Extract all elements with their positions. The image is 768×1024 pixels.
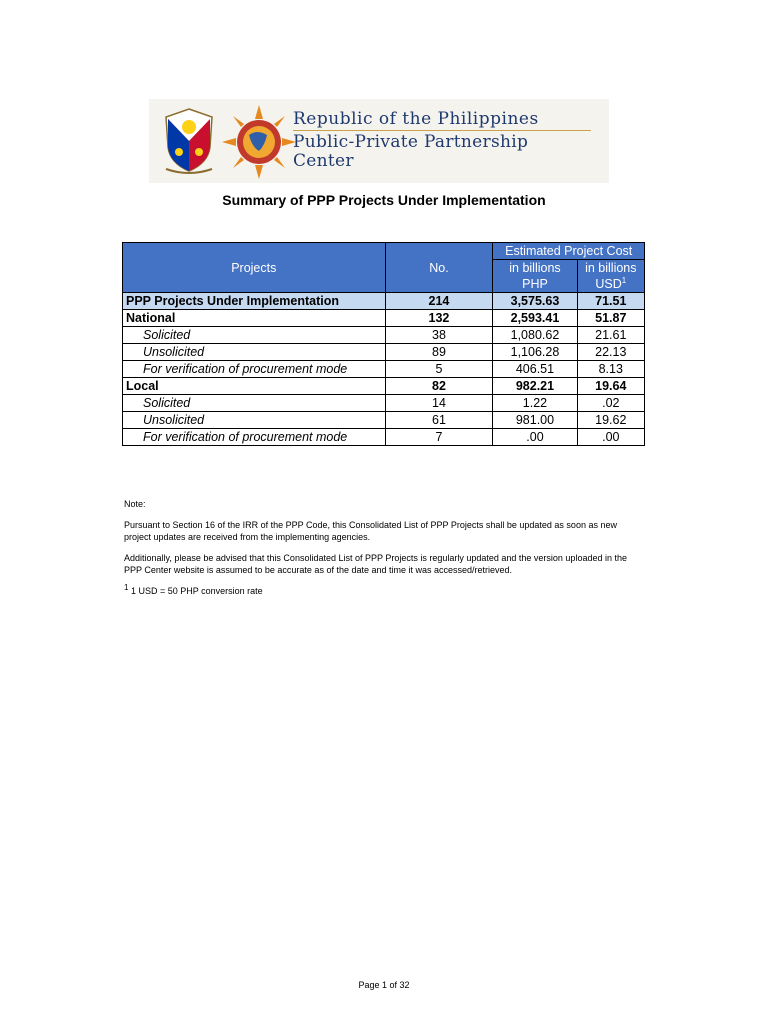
header-no: No. [385, 243, 493, 293]
row-php: 1,106.28 [493, 344, 577, 361]
philippine-seal-icon [162, 107, 216, 175]
total-no: 214 [385, 293, 493, 310]
row-no: 5 [385, 361, 493, 378]
row-label: Unsolicited [123, 412, 386, 429]
notes-paragraph-1: Pursuant to Section 16 of the IRR of the PPP Code, this Consolidated List of PPP Projects shall be updated as soon as new project updates are received from the implementing agencies. [124, 520, 617, 542]
page-number: Page 1 of 32 [358, 980, 410, 990]
table-row [123, 327, 645, 344]
org-name-line1: Republic of the Philippines [293, 109, 539, 129]
row-label: For verification of procurement mode [123, 429, 386, 446]
national-php: 2,593.41 [493, 310, 577, 327]
row-no: 14 [385, 395, 493, 412]
footnote [124, 585, 644, 597]
local-no: 82 [385, 378, 493, 395]
header-usd-label: in billions USD [585, 261, 637, 291]
table-row-local [123, 378, 645, 395]
row-usd: 8.13 [577, 361, 644, 378]
row-no: 7 [385, 429, 493, 446]
row-php: 1,080.62 [493, 327, 577, 344]
header-usd [577, 260, 644, 293]
row-no: 89 [385, 344, 493, 361]
row-label: Solicited [123, 327, 386, 344]
header-projects: Projects [123, 243, 386, 293]
row-no: 61 [385, 412, 493, 429]
table-row [123, 395, 645, 412]
header-estimated-cost: Estimated Project Cost [493, 243, 645, 260]
local-php: 982.21 [493, 378, 577, 395]
ppp-center-logo-icon [222, 105, 296, 179]
footnote-number: 1 [124, 583, 129, 592]
row-php: 981.00 [493, 412, 577, 429]
national-no: 132 [385, 310, 493, 327]
org-name-line2: Public-Private Partnership [293, 132, 529, 152]
row-label: Unsolicited [123, 344, 386, 361]
table-row [123, 412, 645, 429]
row-usd: 19.62 [577, 412, 644, 429]
row-usd: .00 [577, 429, 644, 446]
row-no: 38 [385, 327, 493, 344]
row-php: 406.51 [493, 361, 577, 378]
footnote-text: 1 USD = 50 PHP conversion rate [128, 586, 263, 596]
row-usd: 22.13 [577, 344, 644, 361]
total-usd: 71.51 [577, 293, 644, 310]
notes-section [124, 498, 644, 606]
table-row [123, 429, 645, 446]
notes-heading: Note: [124, 499, 146, 509]
summary-table [122, 242, 645, 446]
national-usd: 51.87 [577, 310, 644, 327]
org-name-line3: Center [293, 151, 354, 171]
row-php: .00 [493, 429, 577, 446]
footnote-marker: 1 [621, 275, 627, 285]
notes-paragraph-2: Additionally, please be advised that this Consolidated List of PPP Projects is regularly updated and the version uploaded in the PPP Center website is assumed to be accurate as of the date and time it was accessed/retrieved. [124, 553, 627, 575]
table-row-total [123, 293, 645, 310]
total-php: 3,575.63 [493, 293, 577, 310]
row-label: For verification of procurement mode [123, 361, 386, 378]
national-label: National [123, 310, 386, 327]
row-label: Solicited [123, 395, 386, 412]
row-usd: .02 [577, 395, 644, 412]
table-row [123, 344, 645, 361]
row-php: 1.22 [493, 395, 577, 412]
header-php: in billions PHP [493, 260, 577, 293]
table-row [123, 361, 645, 378]
row-usd: 21.61 [577, 327, 644, 344]
org-divider [293, 130, 591, 131]
table-row-national [123, 310, 645, 327]
local-usd: 19.64 [577, 378, 644, 395]
header-banner [149, 99, 609, 183]
page-title: Summary of PPP Projects Under Implementation [222, 192, 546, 208]
total-label: PPP Projects Under Implementation [123, 293, 386, 310]
local-label: Local [123, 378, 386, 395]
